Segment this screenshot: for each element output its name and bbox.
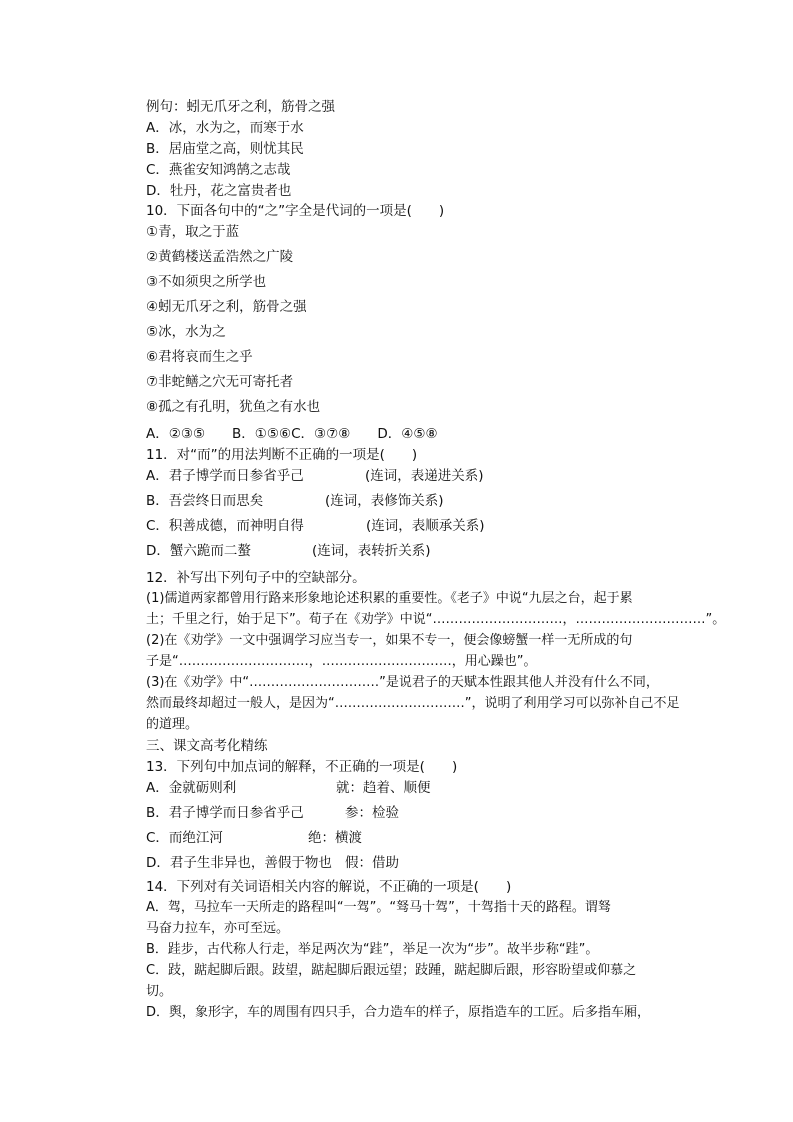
q13-option-c: C．而绝江河 [146,830,223,846]
q10-item-7: ⑦非蛇鳝之穴无可寄托者 [146,374,294,390]
q12-p3b: 然而最终却超过一般人，是因为“…………………………”，说明了利用学习可以弥补自己不足 [146,696,680,711]
section-3-heading: 三、课文高考化精练 [146,738,268,754]
q12-p3c: 的道理。 [146,717,199,732]
q14-option-d-line1: D．舆，象形字，车的周围有四只手，合力造车的样子，原指造车的工匠。后多指车厢， [146,1005,651,1020]
q14-option-a-line1: A．驾，马拉车一天所走的路程叫“一驾”。“驽马十驾”，十驾指十天的路程。谓驽 [146,900,611,915]
q13-option-a: A．金就砺则利 [146,780,237,796]
q10-item-3: ③不如须臾之所学也 [146,274,267,290]
q13-option-c-note: 绝：横渡 [308,830,362,846]
q13-option-d: D．君子生非异也，善假于物也 [146,855,332,871]
q10-item-1: ①青，取之于蓝 [146,224,240,240]
q13-option-b: B．君子博学而日参省乎己 [146,805,304,821]
q13-option-d-note: 假：借助 [345,855,399,871]
example-option-b: B．居庙堂之高，则忧其民 [146,141,304,157]
q10-item-4: ④蚓无爪牙之利，筋骨之强 [146,299,307,315]
example-option-d: D．牡丹，花之富贵者也 [146,183,292,199]
q11-stem: 11．对“而”的用法判断不正确的一项是( ) [146,447,418,463]
q14-option-b: B．跬步，古代称人行走，举足两次为“跬”，举足一次为“步”。故半步称“跬”。 [146,942,599,957]
q14-option-a-line2: 马奋力拉车，亦可至远。 [146,921,290,936]
q12-p1b: 土；千里之行，始于足下”。荀子在《劝学》中说“…………………………，…………………………”。 [146,612,726,627]
example-sentence: 例句：蚓无爪牙之利，筋骨之强 [146,99,335,115]
q10-item-5: ⑤冰，水为之 [146,324,226,340]
q11-option-d-note: (连词，表转折关系) [312,543,431,559]
q10-stem: 10．下面各句中的“之”字全是代词的一项是( ) [146,203,445,219]
q11-option-c-note: (连词，表顺承关系) [366,518,485,534]
q12-p2b: 子是“…………………………，…………………………，用心躁也”。 [146,654,537,669]
q12-p3a: (3)在《劝学》中“…………………………”是说君子的天赋本性跟其他人并没有什么不同， [146,675,659,690]
q13-option-b-note: 参：检验 [345,805,399,821]
q11-option-a: A．君子博学而日参省乎己 [146,468,304,484]
example-option-c: C．燕雀安知鸿鹄之志哉 [146,162,291,178]
q14-stem: 14．下列对有关词语相关内容的解说，不正确的一项是( ) [146,879,512,895]
q10-item-2: ②黄鹤楼送孟浩然之广陵 [146,249,294,265]
q14-option-c-line1: C．跂，踮起脚后跟。跂望，踮起脚后跟远望；跂踵，踮起脚后跟，形容盼望或仰慕之 [146,963,637,978]
q12-p1a: (1)儒道两家都曾用行路来形象地论述积累的重要性。《老子》中说“九层之台，起于累 [146,591,633,606]
q12-stem: 12．补写出下列句子中的空缺部分。 [146,570,366,586]
q13-stem: 13．下列句中加点词的解释，不正确的一项是( ) [146,759,458,775]
q11-option-d: D．蟹六跪而二螯 [146,543,251,559]
q11-option-b: B．吾尝终日而思矣 [146,493,264,509]
q11-option-c: C．积善成德，而神明自得 [146,518,304,534]
q14-option-c-line2: 切。 [146,984,173,999]
q11-option-b-note: (连词，表修饰关系) [325,493,444,509]
q11-option-a-note: (连词，表递进关系) [365,468,484,484]
example-option-a: A．冰，水为之，而寒于水 [146,120,304,136]
q10-item-6: ⑥君将哀而生之乎 [146,349,253,365]
q12-p2a: (2)在《劝学》一文中强调学习应当专一，如果不专一，便会像螃蟹一样一无所成的句 [146,633,633,648]
q10-item-8: ⑧孤之有孔明，犹鱼之有水也 [146,399,321,415]
q13-option-a-note: 就：趋着、顺便 [336,780,431,796]
q10-choices: A．②③⑤ B．①⑤⑥C．③⑦⑧ D．④⑤⑧ [146,426,438,442]
